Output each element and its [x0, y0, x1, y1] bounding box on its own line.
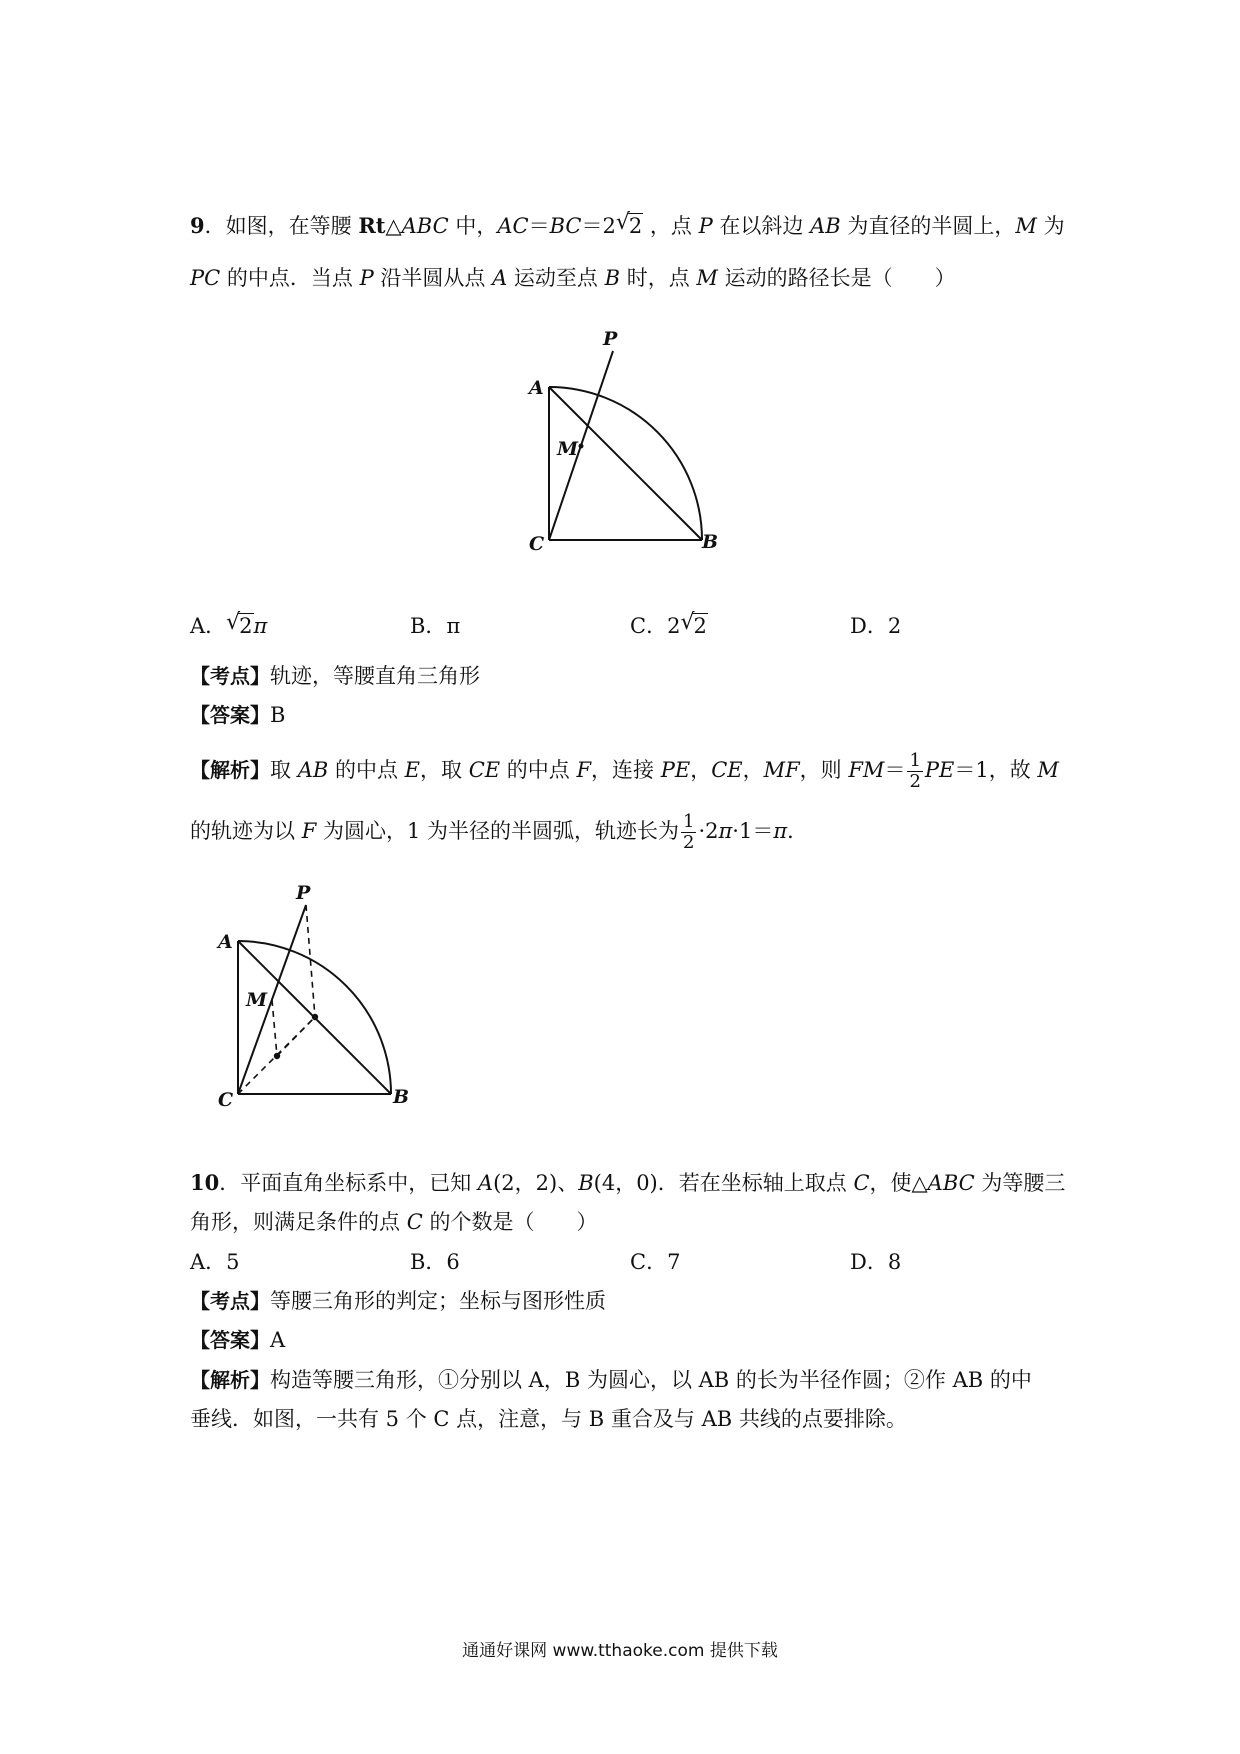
q10-daan: 【答案】A — [190, 1328, 286, 1352]
label-C: C — [529, 533, 545, 555]
label-M: M — [246, 989, 268, 1011]
point-F — [274, 1053, 280, 1059]
q9-option-a: A．√ 2π — [190, 611, 267, 641]
label-A: A — [218, 931, 233, 953]
q9-daan: 【答案】B — [190, 703, 286, 727]
dashed-FE — [277, 1017, 315, 1056]
point-E — [312, 1014, 318, 1020]
label-B: B — [393, 1086, 410, 1108]
q10-option-d: D．8 — [850, 1250, 902, 1274]
sqrt-symbol: √ 2 — [681, 611, 707, 641]
q9-option-c: C．2√ 2 — [630, 611, 708, 641]
q10-option-c: C．7 — [630, 1250, 681, 1274]
q10-option-a: A．5 — [190, 1250, 240, 1274]
label-P: P — [296, 882, 311, 904]
q10-jiexi-line1: 【解析】构造等腰三角形，①分别以 A，B 为圆心，以 AB 的长为半径作圆；②作 AB 的中 — [190, 1368, 1032, 1392]
fraction: $\frac{1}{2}$ — [682, 811, 695, 853]
q9-jiexi-line1: 【解析】取 AB 的中点 E，取 CE 的中点 F，连接 PE，CE，MF，则 FM＝ $\frac{1}{2}$ PE＝1，故 M — [190, 750, 1059, 792]
segment-AB — [549, 387, 702, 540]
sqrt-symbol: √ 2 — [227, 611, 253, 641]
q9-figure-2 — [210, 880, 430, 1110]
q9-jiexi-line2: 的轨迹为以 F 为圆心，1 为半径的半圆弧，轨迹长为 $\frac{1}{2}$ ·2π·1＝π． — [190, 811, 809, 853]
label-A: A — [529, 377, 544, 399]
label-P: P — [603, 328, 618, 350]
q10-kaodian: 【考点】等腰三角形的判定；坐标与图形性质 — [190, 1289, 606, 1313]
q9-option-d: D．2 — [850, 614, 902, 638]
q9-stem-line2: PC 的中点．当点 P 沿半圆从点 A 运动至点 B 时，点 M 运动的路径长是（ ） — [190, 266, 956, 290]
q9-stem-line1: 9．如图，在等腰 Rt△ABC 中，AC＝BC＝2√ 2 ，点 P 在以斜边 AB 为直径的半圆上，M 为 — [190, 211, 1065, 241]
fraction: $\frac{1}{2}$ — [909, 750, 921, 792]
q10-jiexi-line2: 垂线．如图，一共有 5 个 C 点，注意，与 B 重合及与 AB 共线的点要排除。 — [190, 1407, 907, 1431]
label-C: C — [218, 1089, 234, 1110]
sqrt-symbol: √ 2 — [617, 211, 643, 241]
page-footer: 通通好课网 www.tthaoke.com 提供下载 — [462, 1641, 778, 1661]
label-M: M — [557, 438, 579, 460]
q10-stem-line1: 10．平面直角坐标系中，已知 A(2，2)、B(4，0)．若在坐标轴上取点 C，使△ABC 为等腰三 — [190, 1170, 1066, 1195]
point-M — [579, 444, 584, 449]
q9-option-b: B．π — [410, 614, 461, 638]
q9-kaodian: 【考点】轨迹，等腰直角三角形 — [190, 664, 480, 688]
dashed-MF — [272, 1000, 277, 1056]
q10-stem-line2: 角形，则满足条件的点 C 的个数是（ ） — [190, 1210, 598, 1234]
q9-figure-1 — [520, 325, 740, 555]
q10-option-b: B．6 — [410, 1250, 460, 1274]
label-B: B — [702, 531, 719, 553]
